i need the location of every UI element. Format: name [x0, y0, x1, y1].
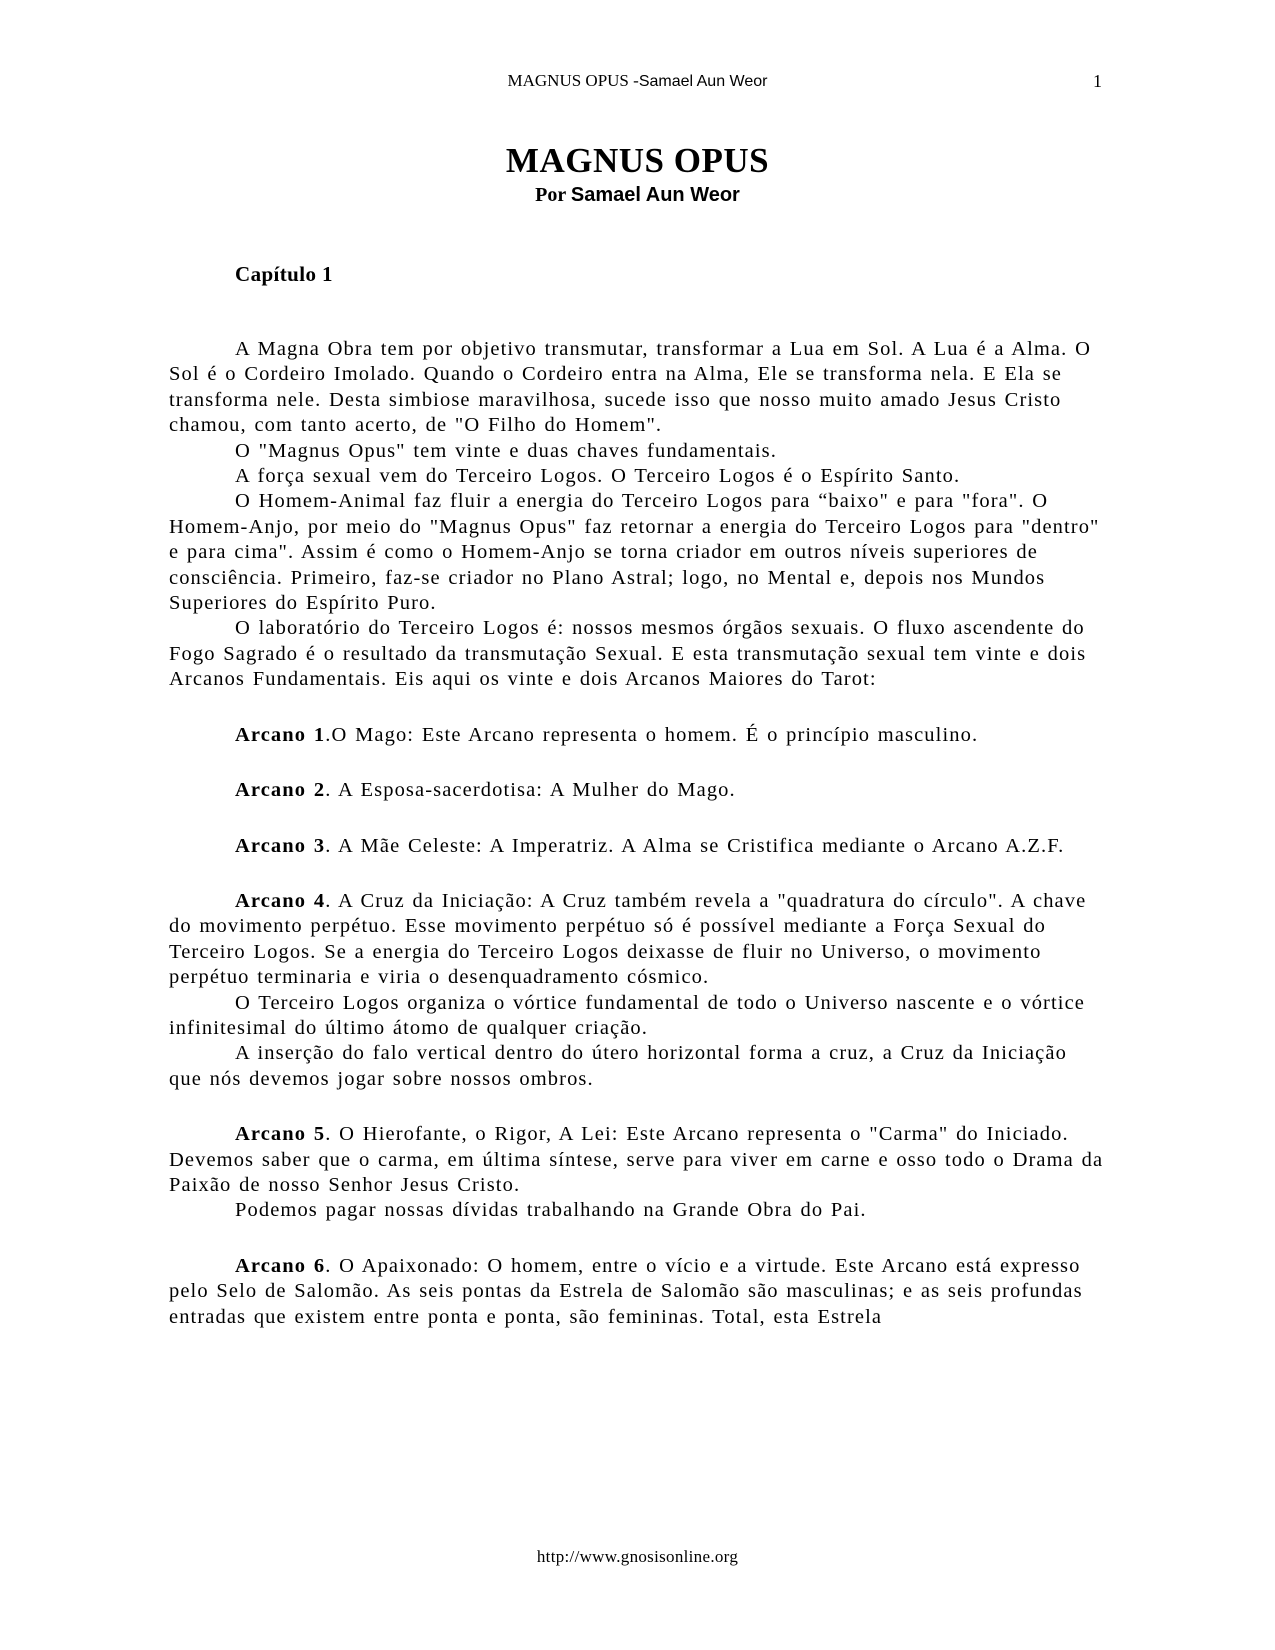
arcano-label: Arcano 5 — [235, 1123, 326, 1146]
running-header — [169, 71, 1106, 93]
page-title: MAGNUS OPUS — [505, 141, 770, 180]
body-text — [169, 337, 1106, 1330]
footer-url: http://www.gnosisonline.org — [536, 1547, 739, 1566]
body-paragraph: O laboratório do Terceiro Logos é: nossos mesmos órgãos sexuais. O fluxo ascendente do Fogo Sagrado é o resultado da transmutação Sexual. E esta transmutação sexual tem vinte e dois Arcanos Fundamentais. Eis aqui os vinte e dois Arcanos Maiores do Tarot: — [169, 617, 1087, 691]
arcano-paragraph: Arcano 4. A Cruz da Iniciação: A Cruz também revela a "quadratura do círculo". A chave do movimento perpétuo. Esse movimento perpétuo só é possível mediante a Força Sexual do Terceiro Logos. Se a energia do Terceiro Logos deixasse de fluir no Universo, o movimento perpétuo terminaria e viria o desenquadramento cósmico. — [169, 889, 1087, 989]
arcano-paragraph: Arcano 5. O Hierofante, o Rigor, A Lei: Este Arcano representa o "Carma" do Iniciado. Devemos saber que o carma, em última síntese, serve para viver em carne e osso todo o Drama da Paixão de nosso Senhor Jesus Cristo. — [169, 1123, 1104, 1196]
arcano-paragraph: Arcano 2. A Esposa-sacerdotisa: A Mulher do Mago. — [235, 779, 736, 802]
body-paragraph: O Homem-Animal faz fluir a energia do Terceiro Logos para “baixo" e para "fora". O Homem-Anjo, por meio do "Magnus Opus" faz retornar a energia do Terceiro Logos para "dentro" e para cima". Assim é como o Homem-Anjo se torna criador em outros níveis superiores de consciência. Primeiro, faz-se criador no Plano Astral; logo, no Mental e, depois nos Mundos Superiores do Espírito Puro. — [169, 490, 1100, 615]
arcano-paragraph: Arcano 6. O Apaixonado: O homem, entre o vício e a virtude. Este Arcano está expresso pelo Selo de Salomão. As seis pontas da Estrela de Salomão são masculinas; e as seis profundas entradas que existem entre ponta e ponta, são femininas. Total, esta Estrela — [169, 1254, 1083, 1328]
body-paragraph: A força sexual vem do Terceiro Logos. O Terceiro Logos é o Espírito Santo. — [235, 465, 961, 488]
arcano-label: Arcano 2 — [235, 779, 326, 802]
page-number: 1 — [1093, 71, 1102, 91]
subtitle-prefix: Por — [535, 184, 571, 206]
arcano-label: Arcano 4 — [235, 889, 326, 912]
body-paragraph: Podemos pagar nossas dívidas trabalhando na Grande Obra do Pai. — [235, 1199, 867, 1222]
page-footer — [0, 1547, 1275, 1567]
body-paragraph: O Terceiro Logos organiza o vórtice fundamental de todo o Universo nascente e o vórtice infinitesimal do último átomo de qualquer criação. — [169, 991, 1085, 1039]
running-header-title: MAGNUS OPUS - — [507, 71, 639, 90]
body-paragraph: A inserção do falo vertical dentro do útero horizontal forma a cruz, a Cruz da Iniciação que nós devemos jogar sobre nossos ombros. — [169, 1042, 1067, 1090]
arcano-paragraph: Arcano 3. A Mãe Celeste: A Imperatriz. A Alma se Cristifica mediante o Arcano A.Z.F. — [235, 834, 1065, 857]
arcano-label: Arcano 3 — [235, 834, 326, 857]
running-header-text — [508, 71, 768, 90]
running-header-author: Samael Aun Weor — [638, 73, 768, 90]
arcano-label: Arcano 1 — [235, 723, 326, 746]
page-content — [169, 0, 1106, 1330]
arcano-paragraph: Arcano 1.O Mago: Este Arcano representa o homem. É o princípio masculino. — [235, 723, 979, 746]
subtitle-author: Samael Aun Weor — [570, 184, 740, 206]
page-subtitle — [169, 183, 1106, 207]
chapter-heading: Capítulo 1 — [235, 262, 333, 286]
arcano-label: Arcano 6 — [235, 1254, 326, 1277]
body-paragraph: O "Magnus Opus" tem vinte e duas chaves fundamentais. — [235, 439, 777, 462]
body-paragraph: A Magna Obra tem por objetivo transmutar, transformar a Lua em Sol. A Lua é a Alma. O Sol é o Cordeiro Imolado. Quando o Cordeiro entra na Alma, Ele se transforma nela. E Ela se transforma nele. Desta simbiose maravilhosa, sucede isso que nosso muito amado Jesus Cristo chamou, com tanto acerto, de "O Filho do Homem". — [169, 338, 1091, 437]
